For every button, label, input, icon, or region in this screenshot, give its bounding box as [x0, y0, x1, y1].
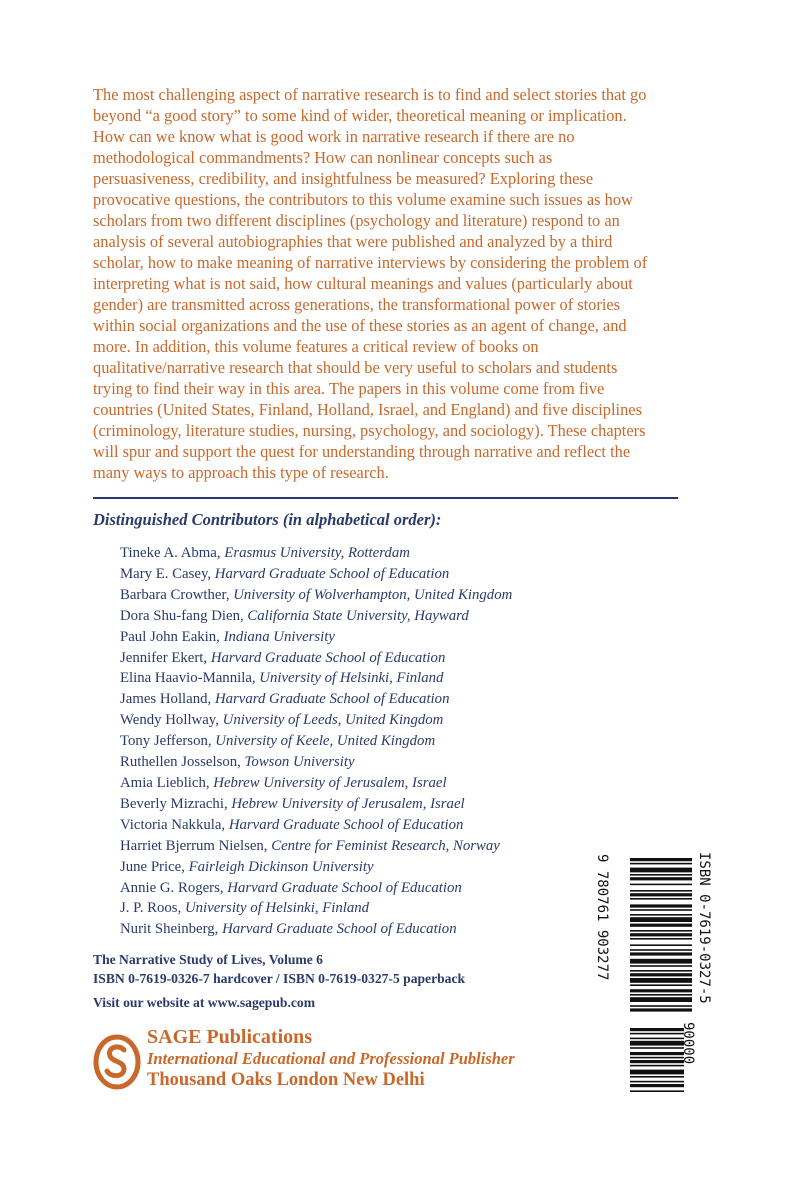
isbn-barcode [592, 852, 712, 1098]
contributors-heading: Distinguished Contributors (in alphabetical order): [93, 510, 442, 529]
contributor-name: Victoria Nakkula, [120, 816, 229, 833]
contributor-name: Wendy Hollway, [120, 712, 223, 729]
contributor-name: Tony Jefferson, [120, 733, 216, 750]
contributor-item [120, 689, 512, 710]
contributor-affiliation: University of Helsinki, Finland [259, 670, 444, 687]
contributor-affiliation: Harvard Graduate School of Education [210, 649, 446, 666]
blurb-line: persuasiveness, credibility, and insightfulness be measured? Exploring these [93, 169, 594, 188]
contributor-item [120, 668, 512, 689]
contributor-affiliation: University of Helsinki, Finland [184, 900, 370, 917]
contributor-affiliation: Harvard Graduate School of Education [214, 565, 450, 582]
contributor-affiliation: Centre for Feminist Research, Norway [271, 837, 500, 854]
contributor-item [120, 606, 512, 627]
contributor-affiliation: Indiana University [223, 628, 335, 645]
contributor-item [120, 857, 512, 878]
contributor-name: Amia Lieblich, [120, 774, 214, 791]
contributor-affiliation: Harvard Graduate School of Education [227, 879, 462, 896]
contributor-affiliation: California State University, Hayward [247, 607, 469, 624]
contributor-name: Nurit Sheinberg, [120, 921, 223, 938]
blurb-line: within social organizations and the use of these stories as an agent of change, and [93, 316, 627, 335]
blurb-line: scholars from two different disciplines (psychology and literature) respond to an [93, 211, 620, 230]
blurb-line: scholar, how to make meaning of narrative interviews by considering the problem of [93, 253, 648, 272]
contributor-affiliation: Harvard Graduate School of Education [214, 691, 450, 708]
blurb-line: provocative questions, the contributors to this volume examine such issues as how [93, 190, 633, 209]
contributor-item [120, 564, 512, 585]
publisher-cities: Thousand Oaks London New Delhi [147, 1070, 425, 1090]
contributor-name: Paul John Eakin, [120, 628, 224, 645]
contributor-name: June Price, [120, 858, 189, 875]
blurb-line: analysis of several autobiographies that were published and analyzed by a third [93, 232, 613, 251]
publisher-name: SAGE Publications [147, 1026, 313, 1048]
series-title: The Narrative Study of Lives, Volume 6 [93, 952, 323, 967]
contributor-name: Jennifer Ekert, [120, 649, 211, 666]
series-info [93, 950, 465, 988]
contributor-item [120, 773, 512, 794]
barcode-digits: 9 780761 903277 [594, 854, 610, 981]
contributor-affiliation: Harvard Graduate School of Education [228, 816, 464, 833]
contributor-name: Tineke A. Abma, [120, 545, 225, 561]
barcode-isbn-text: ISBN 0-7619-0327-5 [696, 852, 712, 1004]
contributor-item [120, 710, 512, 731]
contributor-affiliation: University of Wolverhampton, United Kingdom [233, 586, 513, 603]
contributor-item [120, 648, 512, 669]
contributor-affiliation: Hebrew University of Jerusalem, Israel [213, 774, 447, 791]
blurb-line: methodological commandments? How can nonlinear concepts such as [93, 148, 553, 167]
publisher-tagline: International Educational and Professional Publisher [147, 1049, 515, 1068]
blurb-line: trying to find their way in this area. The papers in this volume come from five [93, 379, 605, 398]
contributor-name: Beverly Mizrachi, [120, 795, 232, 812]
contributor-name: Ruthellen Josselson, [120, 754, 245, 771]
contributor-name: James Holland, [120, 691, 215, 708]
contributor-item [120, 815, 512, 836]
contributor-item [120, 919, 512, 940]
contributor-item [120, 585, 512, 606]
blurb-line: many ways to approach this type of research. [93, 463, 389, 482]
contributor-affiliation: Fairleigh Dickinson University [188, 858, 374, 875]
contributor-item [120, 731, 512, 752]
publisher-block [147, 1025, 515, 1091]
blurb-line: will spur and support the quest for understanding through narrative and reflect the [93, 442, 631, 461]
blurb-line: more. In addition, this volume features a critical review of books on [93, 337, 539, 356]
contributor-affiliation: University of Keele, United Kingdom [215, 733, 436, 750]
contributor-name: Harriet Bjerrum Nielsen, [120, 837, 272, 854]
website-link[interactable]: Visit our website at www.sagepub.com [93, 995, 316, 1010]
contributor-affiliation: Erasmus University, Rotterdam [224, 545, 410, 561]
contributor-affiliation: Hebrew University of Jerusalem, Israel [231, 795, 465, 812]
contributor-item [120, 752, 512, 773]
back-cover-blurb [93, 84, 723, 483]
contributor-item [120, 836, 512, 857]
blurb-line: qualitative/narrative research that should be very useful to scholars and students [93, 358, 618, 377]
contributor-name: Dora Shu-fang Dien, [120, 607, 248, 624]
contributor-name: J. P. Roos, [120, 900, 185, 917]
contributor-item [120, 543, 512, 564]
barcode-addon-digits: 90000 [680, 1022, 696, 1065]
contributor-affiliation: Harvard Graduate School of Education [222, 921, 457, 938]
blurb-line: countries (United States, Finland, Holland, Israel, and England) and five disciplines [93, 400, 642, 419]
divider-rule [93, 497, 678, 499]
contributors-list [120, 543, 512, 940]
contributor-item [120, 878, 512, 899]
contributor-affiliation: Towson University [244, 754, 355, 771]
blurb-line: How can we know what is good work in narrative research if there are no [93, 127, 575, 146]
contributor-item [120, 627, 512, 648]
contributor-name: Mary E. Casey, [120, 565, 215, 582]
blurb-line: gender) are transmitted across generations, the transformational power of stories [93, 295, 621, 314]
blurb-line: interpreting what is not said, how cultural meanings and values (particularly about [93, 274, 633, 293]
isbn-line: ISBN 0-7619-0326-7 hardcover / ISBN 0-7619-0327-5 paperback [93, 971, 466, 986]
blurb-line: (criminology, literature studies, nursing, psychology, and sociology). These chapters [93, 421, 646, 440]
sage-logo-icon [93, 1030, 141, 1090]
blurb-line: beyond “a good story” to some kind of wider, theoretical meaning or implication. [93, 106, 627, 125]
contributor-item [120, 794, 512, 815]
contributor-name: Elina Haavio-Mannila, [120, 670, 260, 687]
contributor-name: Barbara Crowther, [120, 586, 234, 603]
contributor-affiliation: University of Leeds, United Kingdom [222, 712, 444, 729]
contributor-name: Annie G. Rogers, [120, 879, 228, 896]
contributor-item [120, 898, 512, 919]
blurb-line: The most challenging aspect of narrative research is to find and select stories that go [93, 85, 647, 104]
